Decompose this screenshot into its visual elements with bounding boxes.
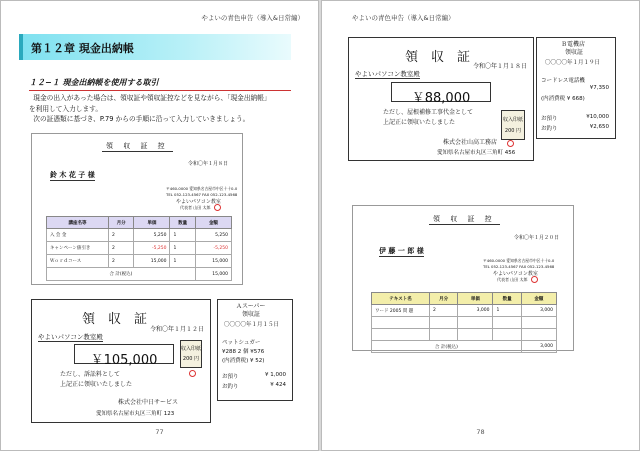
slip-title: 領収証 xyxy=(242,311,261,318)
seal-icon xyxy=(507,140,514,147)
stamp-label: 収入印紙 xyxy=(181,346,202,352)
slip-item: ペットシュガー xyxy=(222,340,261,346)
cell xyxy=(493,329,521,341)
slip-paid: ¥10,000 xyxy=(586,114,609,120)
slip-change-label: お釣り xyxy=(541,126,558,132)
page-number: 78 xyxy=(476,428,485,436)
cell xyxy=(372,329,430,341)
invoice-address: 〒460-0000 愛知県名古屋市中区十十0-0 TEL 052-123-4567 FAX 052-123-4568 xyxy=(483,258,555,269)
seal-icon xyxy=(531,276,538,283)
stamp-value: 200 円 xyxy=(504,128,522,134)
total-value: 3,000 xyxy=(521,341,556,353)
table-row xyxy=(372,305,557,317)
table-row xyxy=(372,317,557,329)
seal-icon xyxy=(189,370,196,377)
cell: -5,250 xyxy=(195,242,231,255)
invoice-customer: 伊 藤 一 郎 様 xyxy=(379,247,424,255)
receipt-right xyxy=(348,37,534,161)
total-value: 15,000 xyxy=(195,268,231,281)
seal-icon xyxy=(214,204,221,211)
cell xyxy=(372,317,430,329)
col-header: 単価 xyxy=(134,217,170,229)
cell: 2 xyxy=(109,255,134,268)
receipt-amount: ￥88,000 xyxy=(391,82,491,102)
cell: 1 xyxy=(170,255,195,268)
receipt-date: 令和〇年１月１２日 xyxy=(149,326,204,333)
cell: 2 xyxy=(109,229,134,242)
cell: 2 xyxy=(109,242,134,255)
receipt-address: 愛知県名古屋市丸区三角町 456 xyxy=(437,150,516,156)
col-header: 月分 xyxy=(109,217,134,229)
invoice-title: 領 収 証 控 xyxy=(102,141,173,152)
slip-item: コードレス電話機 xyxy=(541,78,585,84)
invoice-rep: 代表者 山田 太郎 xyxy=(180,205,211,210)
slip-qty: ¥288 2 個 ¥576 xyxy=(222,349,265,355)
chapter-title: 第１２章 現金出納帳 xyxy=(19,34,291,60)
cell xyxy=(458,329,493,341)
section-title: １２−１ 現金出納帳を使用する取引 xyxy=(29,77,291,91)
cell: 1 xyxy=(170,242,195,255)
receipt-note: ただし、訴訟料として xyxy=(60,371,121,378)
slip-change-label: お釣り xyxy=(222,384,239,390)
col-header: テキスト名 xyxy=(372,293,430,305)
col-header: 単価 xyxy=(458,293,493,305)
receipt-note: 上記正に領収いたしました xyxy=(383,119,456,126)
stamp-value: 200 円 xyxy=(182,356,200,362)
receipt-to: やよいパソコン教室殿 xyxy=(355,70,420,78)
page-left xyxy=(0,0,319,451)
slip-paid-label: お預り xyxy=(222,374,239,380)
invoice-sample xyxy=(31,133,243,285)
col-header: 月分 xyxy=(430,293,458,305)
cell: 1 xyxy=(170,229,195,242)
cell xyxy=(521,329,556,341)
cell: 3,000 xyxy=(458,305,493,317)
cell: 5,250 xyxy=(195,229,231,242)
cell: ワード 2005 問 題 xyxy=(372,305,430,317)
col-header: 数量 xyxy=(170,217,195,229)
slip-store: Ｂ電機店 xyxy=(561,41,586,48)
cell: 2 xyxy=(430,305,458,317)
table-row xyxy=(47,255,232,268)
page-right xyxy=(321,0,640,451)
invoice-title: 領 収 証 控 xyxy=(429,214,500,225)
slip-date: 〇〇〇〇年１月１５日 xyxy=(224,322,280,328)
store-slip-right xyxy=(536,37,616,139)
col-header: 金額 xyxy=(521,293,556,305)
slip-paid: ¥ 1,000 xyxy=(265,372,286,378)
slip-change: ¥ 424 xyxy=(270,382,286,388)
page-number: 77 xyxy=(155,428,164,436)
receipt-address: 愛知県名古屋市丸区三角町 123 xyxy=(96,411,175,417)
cell xyxy=(458,317,493,329)
cell xyxy=(493,317,521,329)
slip-store: Ａスーパー xyxy=(236,303,266,310)
cell: キャンペーン値引き xyxy=(47,242,109,255)
receipt-title: 領収証 xyxy=(82,312,161,327)
cell: 5,250 xyxy=(134,229,170,242)
invoice-issuer: やよいパソコン教室 xyxy=(493,271,538,277)
invoice-date: 令和〇年１月８日 xyxy=(187,161,228,167)
invoice-table xyxy=(371,292,557,353)
receipt-note: ただし、屋根補修工事代金として xyxy=(383,109,474,116)
invoice-issuer: やよいパソコン教室 xyxy=(176,199,221,205)
receipt-to: やよいパソコン教室殿 xyxy=(38,333,103,341)
invoice-date: 令和〇年１月２０日 xyxy=(513,235,559,241)
stamp-label: 収入印紙 xyxy=(502,117,523,123)
body-text: 現金の出入があった場合は、領収証や領収証控などを見ながら、「現金出納帳」 を利用して入力します。 次の証憑類に基づき、P.79 からの手順に沿って入力していきましょう。 xyxy=(29,94,271,123)
cell xyxy=(430,329,458,341)
cell: 15,000 xyxy=(195,255,231,268)
table-row xyxy=(47,229,232,242)
receipt-note: 上記正に領収いたしました xyxy=(60,381,133,388)
receipt-title: 領収証 xyxy=(405,50,484,65)
receipt-amount: ￥105,000 xyxy=(74,344,174,364)
receipt-company: 株式会社山高工務店 xyxy=(443,139,498,146)
invoice-customer: 鈴 木 花 子 様 xyxy=(50,171,95,179)
invoice-rep: 代表者 山田 太郎 xyxy=(497,277,528,282)
running-header: やよいの青色申告（導入&日常編） xyxy=(201,14,304,22)
receipt-date: 令和〇年１月１８日 xyxy=(472,63,527,70)
revenue-stamp xyxy=(501,110,525,140)
slip-date: 〇〇〇〇年１月１９日 xyxy=(545,60,601,66)
total-label: 合 計(税込) xyxy=(47,268,196,281)
slip-tax: (内消費税) ¥ 52) xyxy=(222,358,265,364)
cell: -5,250 xyxy=(134,242,170,255)
col-header: 金額 xyxy=(195,217,231,229)
slip-change: ¥2,650 xyxy=(589,124,609,130)
col-header: 数量 xyxy=(493,293,521,305)
slip-price: ¥7,350 xyxy=(589,85,609,91)
receipt-company: 株式会社中日サービス xyxy=(118,399,179,406)
slip-title: 領収証 xyxy=(565,49,584,56)
invoice-table xyxy=(46,216,232,281)
col-header: 講座名等 xyxy=(47,217,109,229)
receipt-left xyxy=(31,299,211,423)
total-label: 合 計(税込) xyxy=(372,341,522,353)
slip-tax: (内消費税 ¥ 668) xyxy=(541,96,585,102)
cell xyxy=(430,317,458,329)
slip-paid-label: お預り xyxy=(541,116,558,122)
cell: 15,000 xyxy=(134,255,170,268)
cell: 入 会 金 xyxy=(47,229,109,242)
store-slip-left xyxy=(217,299,293,401)
table-row xyxy=(47,242,232,255)
invoice-sample xyxy=(352,205,574,351)
revenue-stamp xyxy=(180,340,202,368)
table-total-row xyxy=(372,341,557,353)
cell: 3,000 xyxy=(521,305,556,317)
table-total-row xyxy=(47,268,232,281)
cell: 1 xyxy=(493,305,521,317)
cell xyxy=(521,317,556,329)
cell: Ｗｏｒｄコース xyxy=(47,255,109,268)
invoice-address: 〒460-0000 愛知県名古屋市中区十十0-0 TEL 052-123-4567 FAX 052-123-4568 xyxy=(166,186,238,197)
running-header: やよいの青色申告（導入&日常編） xyxy=(352,14,455,22)
table-row xyxy=(372,329,557,341)
